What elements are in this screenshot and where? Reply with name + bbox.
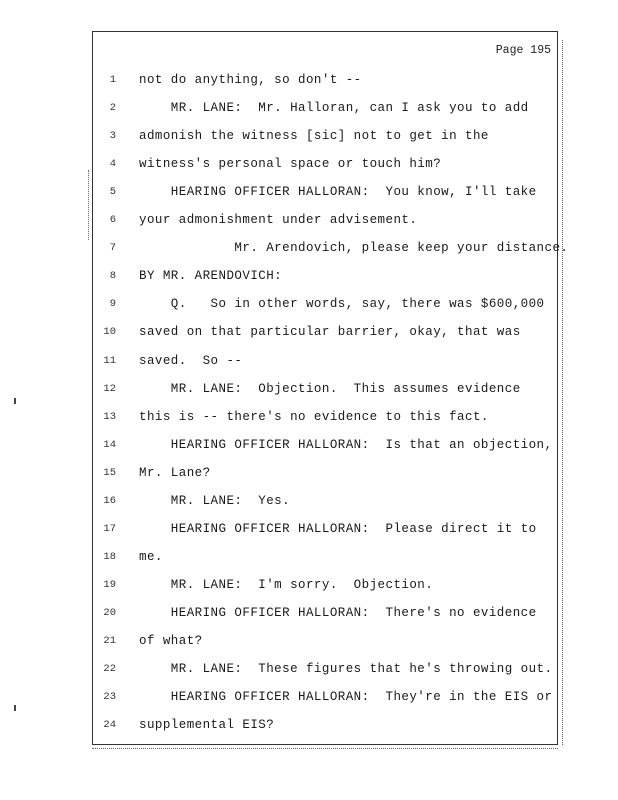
line-number: 13 <box>103 410 116 423</box>
transcript-line: HEARING OFFICER HALLORAN: Is that an objection, <box>139 437 553 452</box>
transcript-line: this is -- there's no evidence to this fact. <box>139 409 489 424</box>
page-number: Page 195 <box>495 44 551 57</box>
transcript-line: HEARING OFFICER HALLORAN: You know, I'll take <box>139 185 537 200</box>
transcript-line: MR. LANE: Objection. This assumes evidence <box>139 381 521 396</box>
transcript-line: BY MR. ARENDOVICH: <box>139 269 283 284</box>
transcript-line: me. <box>139 549 163 564</box>
scan-mark <box>14 398 16 404</box>
line-number: 17 <box>103 522 116 535</box>
transcript-line: MR. LANE: These figures that he's throwing out. <box>139 662 553 677</box>
left-margin-ticks <box>88 170 92 240</box>
transcript-line: Q. So in other words, say, there was $600,000 <box>139 297 545 312</box>
line-number: 6 <box>109 214 116 227</box>
line-number: 15 <box>103 466 116 479</box>
bottom-margin-ticks <box>92 748 558 753</box>
line-number: 5 <box>109 186 116 199</box>
transcript-line: MR. LANE: I'm sorry. Objection. <box>139 577 434 592</box>
line-number: 7 <box>109 242 116 255</box>
line-number: 22 <box>103 663 116 676</box>
line-number: 2 <box>109 102 116 115</box>
line-number: 10 <box>103 326 116 339</box>
line-number: 23 <box>103 691 116 704</box>
line-number: 16 <box>103 494 116 507</box>
transcript-line: HEARING OFFICER HALLORAN: They're in the EIS or <box>139 690 553 705</box>
line-number: 21 <box>103 635 116 647</box>
transcript-line: witness's personal space or touch him? <box>139 157 442 172</box>
transcript-line: saved on that particular barrier, okay, that was <box>139 325 521 340</box>
transcript-line: of what? <box>139 634 203 648</box>
transcript-line: your admonishment under advisement. <box>139 213 418 228</box>
line-number: 24 <box>103 719 116 732</box>
transcript-line: saved. So -- <box>139 353 243 368</box>
line-number: 4 <box>109 158 116 171</box>
line-number: 20 <box>103 606 116 619</box>
transcript-line: Mr. Arendovich, please keep your distance. <box>139 241 569 256</box>
transcript-line: supplemental EIS? <box>139 718 275 733</box>
line-number: 18 <box>103 550 116 563</box>
line-number: 1 <box>109 74 116 86</box>
right-margin-ticks <box>562 40 566 745</box>
scan-mark <box>14 705 16 711</box>
line-number: 19 <box>103 578 116 591</box>
transcript-line: Mr. Lane? <box>139 465 211 480</box>
line-number: 9 <box>109 298 116 311</box>
transcript-line: MR. LANE: Yes. <box>139 493 291 508</box>
transcript-line: HEARING OFFICER HALLORAN: There's no evidence <box>139 605 537 620</box>
line-number: 8 <box>109 270 116 283</box>
transcript-line: admonish the witness [sic] not to get in the <box>139 129 489 144</box>
transcript-line: not do anything, so don't -- <box>139 73 362 87</box>
line-number: 14 <box>103 438 116 451</box>
transcript-line: HEARING OFFICER HALLORAN: Please direct it to <box>139 521 537 536</box>
line-number: 11 <box>103 354 116 367</box>
line-number: 12 <box>103 382 116 395</box>
line-number: 3 <box>109 130 116 143</box>
transcript-line: MR. LANE: Mr. Halloran, can I ask you to add <box>139 101 529 116</box>
